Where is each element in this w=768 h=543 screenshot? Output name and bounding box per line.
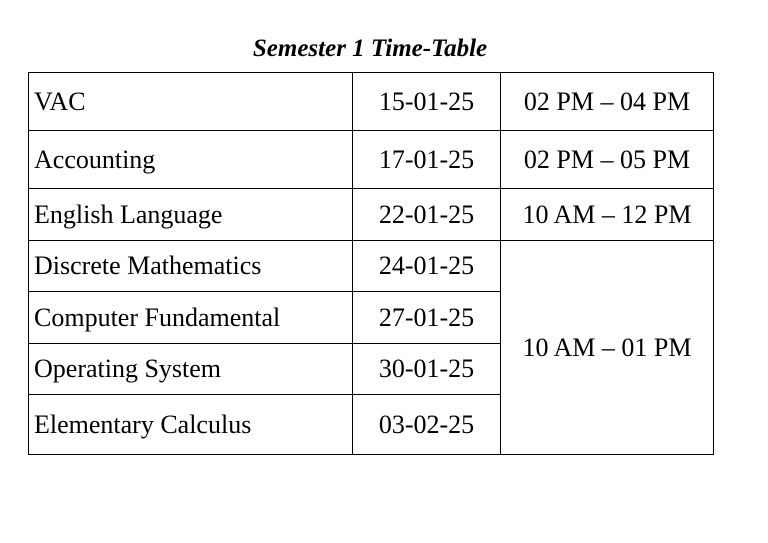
table-row	[29, 131, 714, 189]
time-cell: 02 PM – 05 PM	[501, 131, 714, 189]
subject-cell: Accounting	[29, 131, 353, 189]
subject-cell: Elementary Calculus	[29, 395, 353, 455]
table-row	[29, 189, 714, 241]
subject-cell: Computer Fundamental	[29, 292, 353, 344]
subject-cell: VAC	[29, 73, 353, 131]
date-cell: 15-01-25	[353, 73, 501, 131]
date-cell: 03-02-25	[353, 395, 501, 455]
date-cell: 30-01-25	[353, 344, 501, 395]
date-cell: 24-01-25	[353, 241, 501, 292]
date-cell: 17-01-25	[353, 131, 501, 189]
page-title: Semester 1 Time-Table	[252, 35, 488, 62]
subject-cell: Discrete Mathematics	[29, 241, 353, 292]
table-row	[29, 73, 714, 131]
date-cell: 27-01-25	[353, 292, 501, 344]
time-cell: 10 AM – 12 PM	[501, 189, 714, 241]
table-row	[29, 241, 714, 292]
subject-cell: English Language	[29, 189, 353, 241]
time-cell-merged: 10 AM – 01 PM	[501, 241, 714, 455]
date-cell: 22-01-25	[353, 189, 501, 241]
subject-cell: Operating System	[29, 344, 353, 395]
time-cell: 02 PM – 04 PM	[501, 73, 714, 131]
timetable	[28, 72, 714, 455]
